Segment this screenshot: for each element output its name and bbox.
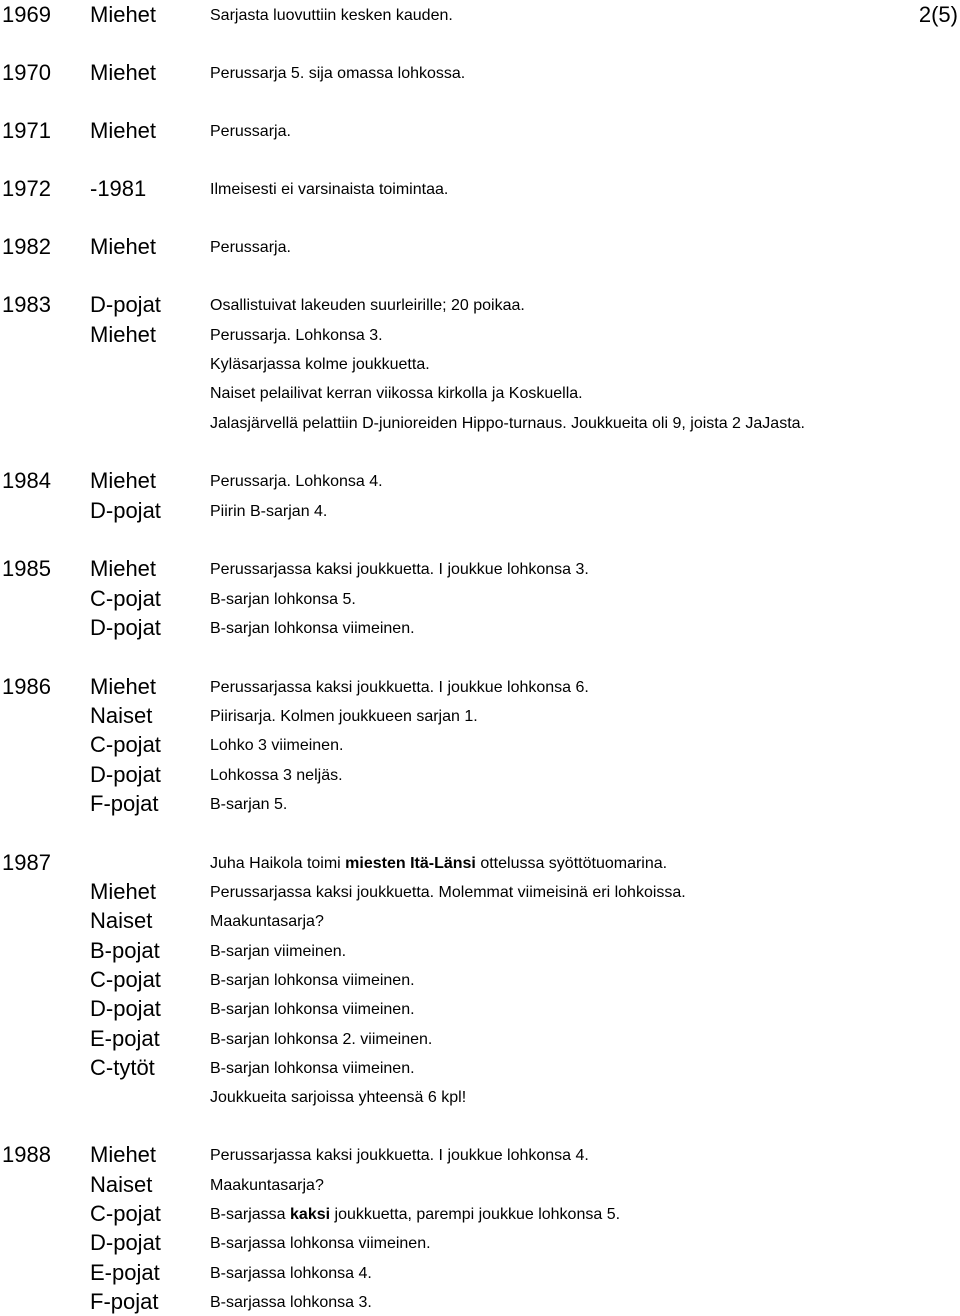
record-row	[0, 290, 960, 319]
team-name: D-pojat	[90, 615, 161, 640]
description-text: B-sarjassa	[210, 1206, 291, 1223]
season-year: 1982	[2, 234, 51, 259]
record-row	[0, 701, 960, 730]
result-description	[210, 1027, 432, 1053]
result-description	[210, 1056, 415, 1082]
record-row	[0, 58, 960, 87]
description-text: Maakuntasarja?	[210, 1177, 324, 1194]
page-number: 2(5)	[918, 2, 958, 27]
description-text: Sarjasta luovuttiin kesken kauden.	[210, 7, 453, 24]
team-name: C-pojat	[90, 732, 161, 757]
team-name: B-pojat	[90, 938, 160, 963]
result-description	[210, 909, 324, 935]
result-description	[210, 792, 287, 818]
result-description	[210, 293, 525, 319]
season-year: 1984	[2, 468, 51, 493]
result-description	[210, 1173, 324, 1199]
record-row	[0, 1199, 960, 1228]
result-description	[210, 323, 383, 349]
result-description	[210, 119, 291, 145]
result-description	[210, 61, 465, 87]
team-name: Naiset	[90, 908, 153, 933]
description-text: B-sarjassa lohkonsa viimeinen.	[210, 1235, 431, 1252]
result-description	[210, 880, 686, 906]
result-description	[210, 1261, 372, 1287]
result-description	[210, 411, 805, 437]
record-row	[0, 1082, 960, 1111]
record-row	[0, 1170, 960, 1199]
record-row	[0, 408, 960, 437]
season-year: 1988	[2, 1142, 51, 1167]
team-name: Miehet	[90, 234, 157, 259]
record-row	[0, 848, 960, 877]
result-description	[210, 1231, 431, 1257]
description-text: B-sarjassa lohkonsa 3.	[210, 1294, 372, 1311]
result-description	[210, 1143, 589, 1169]
description-text: Kyläsarjassa kolme joukkuetta.	[210, 356, 430, 373]
record-row	[0, 349, 960, 378]
team-name: D-pojat	[90, 498, 161, 523]
team-name: F-pojat	[90, 791, 159, 816]
team-name: D-pojat	[90, 1230, 161, 1255]
team-name: F-pojat	[90, 1289, 159, 1314]
team-name: Naiset	[90, 703, 153, 728]
team-name: Miehet	[90, 2, 157, 27]
team-name: Miehet	[90, 1142, 157, 1167]
record-row	[0, 877, 960, 906]
team-name: Miehet	[90, 674, 157, 699]
result-description	[210, 557, 589, 583]
record-row	[0, 1228, 960, 1257]
result-description	[210, 1085, 466, 1111]
emphasized-text: miesten Itä-Länsi	[345, 855, 476, 872]
record-row	[0, 936, 960, 965]
description-text: Perussarja. Lohkonsa 3.	[210, 327, 383, 344]
season-year: 1970	[2, 60, 51, 85]
description-text: B-sarjan 5.	[210, 796, 288, 813]
record-row	[0, 1258, 960, 1287]
description-text: Ilmeisesti ei varsinaista toimintaa.	[210, 181, 449, 198]
description-text: joukkuetta, parempi joukkue lohkonsa 5.	[330, 1206, 621, 1223]
season-year: 1983	[2, 292, 51, 317]
description-text: B-sarjassa lohkonsa 4.	[210, 1265, 372, 1282]
description-text: Lohkossa 3 neljäs.	[210, 767, 343, 784]
record-row	[0, 496, 960, 525]
record-row	[0, 0, 960, 29]
record-row	[0, 232, 960, 261]
result-description	[210, 704, 478, 730]
description-text: B-sarjan lohkonsa 5.	[210, 591, 356, 608]
team-name: C-pojat	[90, 586, 161, 611]
result-description	[210, 235, 291, 261]
description-text: B-sarjan lohkonsa 2. viimeinen.	[210, 1031, 433, 1048]
description-text: Perussarja. Lohkonsa 4.	[210, 473, 383, 490]
description-text: Perussarja.	[210, 239, 291, 256]
result-description	[210, 469, 383, 495]
result-description	[210, 587, 356, 613]
description-text: B-sarjan lohkonsa viimeinen.	[210, 972, 415, 989]
season-year: 1987	[2, 850, 51, 875]
description-text: Perussarjassa kaksi joukkuetta. Molemmat viimeisinä eri lohkoissa.	[210, 884, 686, 901]
season-year: 1969	[2, 2, 51, 27]
description-text: Perussarja.	[210, 123, 291, 140]
team-name: -1981	[90, 176, 147, 201]
season-year: 1985	[2, 556, 51, 581]
description-text: Perussarjassa kaksi joukkuetta. I joukkue lohkonsa 6.	[210, 679, 589, 696]
record-row	[0, 584, 960, 613]
season-year: 1971	[2, 118, 51, 143]
result-description	[210, 381, 583, 407]
record-row	[0, 1024, 960, 1053]
record-row	[0, 466, 960, 495]
description-text: Perussarja 5. sija omassa lohkossa.	[210, 65, 466, 82]
team-name: E-pojat	[90, 1260, 160, 1285]
emphasized-text: kaksi	[290, 1206, 331, 1223]
record-row	[0, 320, 960, 349]
result-description	[210, 616, 415, 642]
result-description	[210, 675, 589, 701]
record-row	[0, 554, 960, 583]
team-name: C-tytöt	[90, 1055, 155, 1080]
team-name: D-pojat	[90, 762, 161, 787]
record-row	[0, 965, 960, 994]
record-row	[0, 906, 960, 935]
description-text: Osallistuivat lakeuden suurleirille; 20 poikaa.	[210, 297, 525, 314]
season-year: 1986	[2, 674, 51, 699]
description-text: Jalasjärvellä pelattiin D-junioreiden Hippo-turnaus. Joukkueita oli 9, joista 2 JaJasta.	[210, 415, 805, 432]
result-description	[210, 733, 343, 759]
result-description	[210, 352, 430, 378]
result-description	[210, 939, 346, 965]
result-description	[210, 1290, 372, 1316]
season-year: 1972	[2, 176, 51, 201]
description-text: Perussarjassa kaksi joukkuetta. I joukkue lohkonsa 4.	[210, 1147, 589, 1164]
result-description	[210, 1202, 620, 1228]
description-text: Lohko 3 viimeinen.	[210, 737, 344, 754]
record-row	[0, 116, 960, 145]
record-row	[0, 994, 960, 1023]
description-text: ottelussa syöttötuomarina.	[475, 855, 668, 872]
description-text: Joukkueita sarjoissa yhteensä 6 kpl!	[210, 1089, 467, 1106]
team-name: D-pojat	[90, 292, 161, 317]
result-description	[210, 3, 453, 29]
team-name: Miehet	[90, 60, 157, 85]
description-text: B-sarjan lohkonsa viimeinen.	[210, 1001, 415, 1018]
team-name: E-pojat	[90, 1026, 160, 1051]
result-description	[210, 499, 327, 525]
team-name: C-pojat	[90, 967, 161, 992]
description-text: Piirin B-sarjan 4.	[210, 503, 328, 520]
record-row	[0, 730, 960, 759]
record-row	[0, 378, 960, 407]
result-description	[210, 997, 415, 1023]
result-description	[210, 763, 343, 789]
result-description	[210, 177, 448, 203]
team-name: Miehet	[90, 879, 157, 904]
description-text: B-sarjan viimeinen.	[210, 943, 347, 960]
record-row	[0, 174, 960, 203]
record-row	[0, 672, 960, 701]
result-description	[210, 851, 667, 877]
description-text: Maakuntasarja?	[210, 913, 324, 930]
team-name: Miehet	[90, 322, 157, 347]
record-row	[0, 789, 960, 818]
description-text: Naiset pelailivat kerran viikossa kirkolla ja Koskuella.	[210, 385, 583, 402]
team-name: Miehet	[90, 468, 157, 493]
team-name: C-pojat	[90, 1201, 161, 1226]
record-row	[0, 1140, 960, 1169]
record-row	[0, 613, 960, 642]
description-text: Juha Haikola toimi	[210, 855, 346, 872]
team-name: Naiset	[90, 1172, 153, 1197]
description-text: Perussarjassa kaksi joukkuetta. I joukkue lohkonsa 3.	[210, 561, 589, 578]
description-text: B-sarjan lohkonsa viimeinen.	[210, 620, 415, 637]
team-name: Miehet	[90, 556, 157, 581]
team-name: D-pojat	[90, 996, 161, 1021]
team-name: Miehet	[90, 118, 157, 143]
record-row	[0, 760, 960, 789]
description-text: Piirisarja. Kolmen joukkueen sarjan 1.	[210, 708, 478, 725]
record-row	[0, 1053, 960, 1082]
description-text: B-sarjan lohkonsa viimeinen.	[210, 1060, 415, 1077]
result-description	[210, 968, 415, 994]
